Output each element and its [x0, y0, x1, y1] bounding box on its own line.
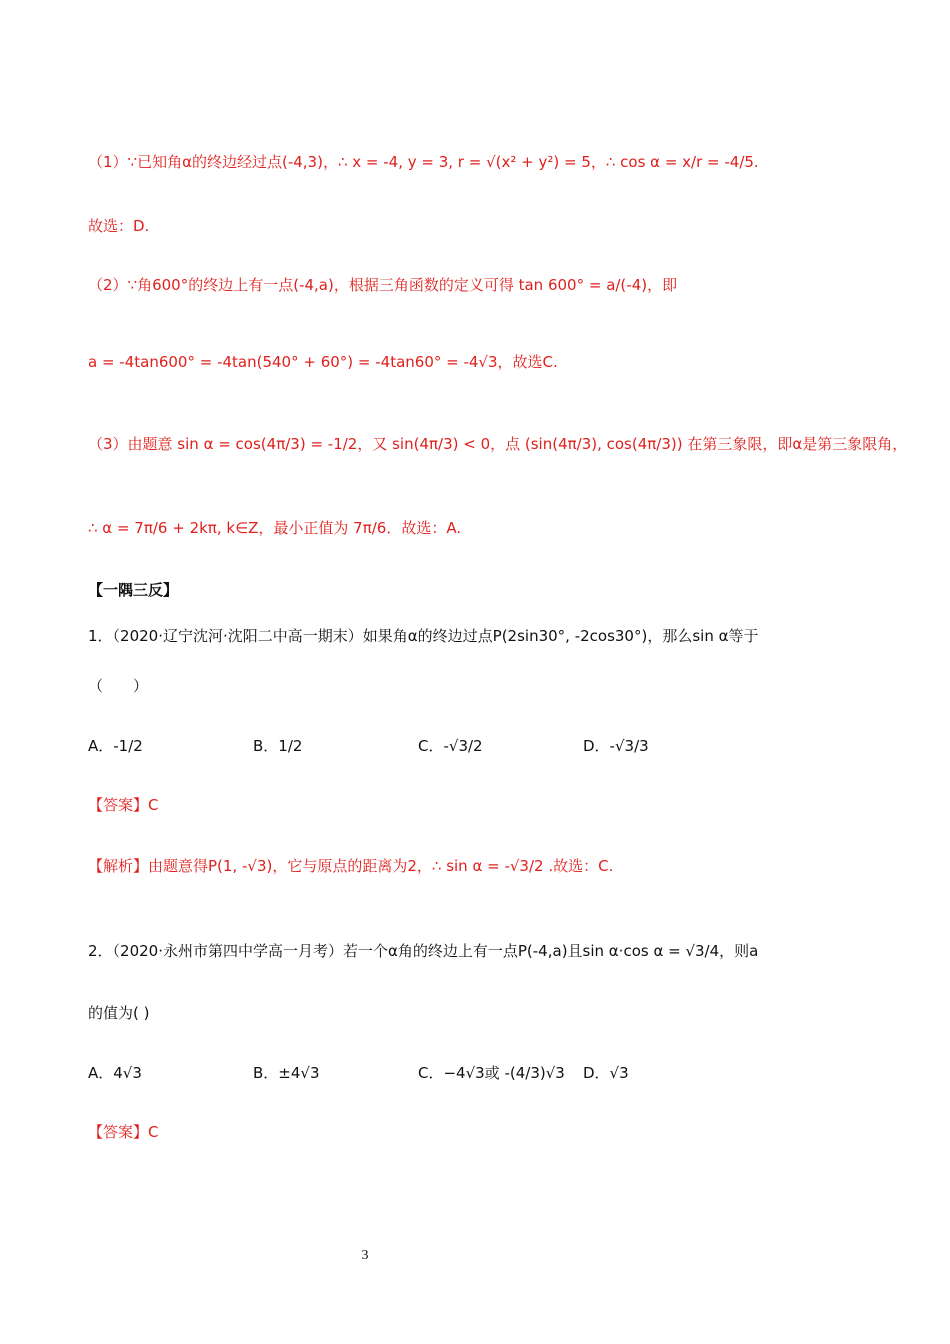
q1-stem: 1．（2020·辽宁沈河·沈阳二中高一期末）如果角α的终边过点P(2sin30°, -2cos30°)，那么sin α等于: [88, 627, 759, 645]
q2-option-b: B．±4√3: [253, 1064, 320, 1082]
q2-option-c: C．−4√3或 -(4/3)√3: [418, 1064, 565, 1082]
q1-paren: （ ）: [88, 677, 149, 695]
q1-option-b: B．1/2: [253, 737, 303, 755]
q2-option-a: A．4√3: [88, 1064, 142, 1082]
q1-option-a: A．-1/2: [88, 737, 143, 755]
q2-stem: 2．（2020·永州市第四中学高一月考）若一个α角的终边上有一点P(-4,a)且sin α·cos α = √3/4，则a: [88, 942, 759, 960]
solution-part3b: ∴ α = 7π/6 + 2kπ, k∈Z，最小正值为 7π/6．故选：A.: [88, 519, 462, 537]
solution-part1: （1）∵已知角α的终边经过点(-4,3)，∴ x = -4, y = 3, r = √(x² + y²) = 5，∴ cos α = x/r = -4/5.: [88, 153, 759, 171]
q1-answer: 【答案】C: [88, 796, 159, 814]
solution-part2b: a = -4tan600° = -4tan(540° + 60°) = -4tan60° = -4√3，故选C.: [88, 353, 558, 371]
solution-part3: （3）由题意 sin α = cos(4π/3) = -1/2，又 sin(4π/3) < 0，点 (sin(4π/3), cos(4π/3)) 在第三象限，即α是第三象限角，: [88, 435, 908, 453]
q1-option-c: C．-√3/2: [418, 737, 483, 755]
solution-part2: （2）∵角600°的终边上有一点(-4,a)，根据三角函数的定义可得 tan 600° = a/(-4)，即: [88, 276, 678, 294]
q1-option-d: D．-√3/3: [583, 737, 649, 755]
solution-conclusion1: 故选：D.: [88, 217, 150, 235]
q2-answer: 【答案】C: [88, 1123, 159, 1141]
q1-analysis: 【解析】由题意得P(1, -√3)，它与原点的距离为2，∴ sin α = -√3/2 .故选：C.: [88, 857, 614, 875]
page-number: 3: [361, 1248, 369, 1263]
q2-option-d: D．√3: [583, 1064, 629, 1082]
section-title: 【一隅三反】: [88, 581, 179, 599]
q2-stem2: 的值为( ): [88, 1004, 150, 1022]
